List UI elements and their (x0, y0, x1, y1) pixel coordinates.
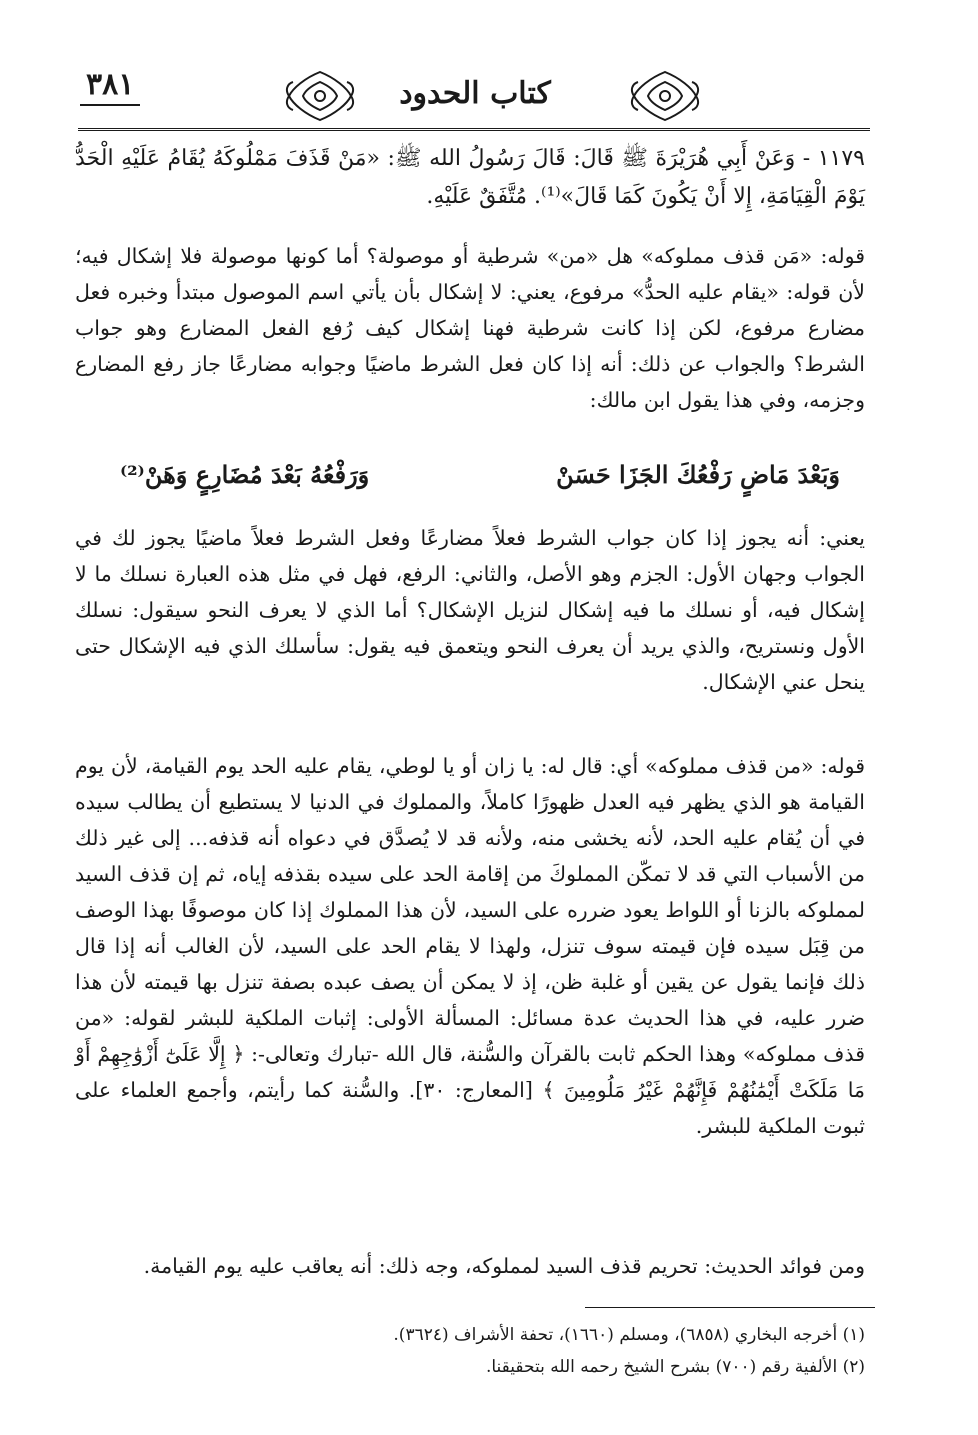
verse-second-hemistich: وَرَفْعُهُ بَعْدَ مُضَارِعٍ وَهَنْ⁽²⁾ (120, 460, 370, 489)
commentary-paragraph-4 (75, 1248, 865, 1284)
footnote-1: (١) أخرجه البخاري (٦٨٥٨)، ومسلم (١٦٦٠)، تحفة الأشراف (٣٦٢٤). (393, 1325, 865, 1345)
commentary-paragraph-2 (75, 520, 865, 700)
paragraph-text: قوله: «مَن قذف مملوكه» هل «من» شرطية أو موصولة؟ أما كونها موصولة فلا إشكال فيه؛ لأن قوله: «يقام عليه الحدُّ» مرفوع، يعني: لا إشكال بأن يأتي اسم الموصول مبتدأ وخبره فعل مضارع مرفوع، لكن إذا كانت شرطية فهنا إشكال كيف رُفع الفعل المضارع وهو جواب الشرط؟ والجواب عن ذلك: أنه إذا كان فعل الشرط ماضيًا وجوابه مضارعًا جاز رفع المضارع وجزمه، وفي هذا يقول ابن مالك: (75, 244, 865, 412)
hadith-text (75, 140, 865, 216)
poetry-verse (120, 460, 840, 502)
paragraph-text: يعني: أنه يجوز إذا كان جواب الشرط فعلاً مضارعًا وفعل الشرط فعلاً ماضيًا يجوز لك في الجواب وجهان الأول: الجزم وهو الأصل، والثاني: الرفع، فهل في مثل هذه العبارة نسلك ما لا إشكال فيه، أو نسلك ما فيه إشكال لنزيل الإشكال؟ أما الذي لا يعرف النحو سيقول: نسلك الأول ونستريح، والذي يريد أن يعرف النحو ويتعمق فيه يقول: سأسلك الذي فيه الإشكال حتى ينحل عني الإشكال. (75, 526, 865, 694)
footnotes (75, 1320, 865, 1384)
ornament-left-icon (285, 68, 355, 124)
paragraph-text: قوله: «من قذف مملوكه» أي: قال له: يا زان أو يا لوطي، يقام عليه الحد يوم القيامة، لأن يوم القيامة هو الذي يظهر فيه العدل ظهورًا كاملاً، والمملوك في الدنيا لا يستطيع أن يطالب سيده في أن يُقام عليه الحد، لأنه يخشى منه، ولأنه قد لا يُصدَّق في دعواه أنه قذفه... إلى غير ذلك من الأسباب التي قد لا تمكّن المملوكَ من إقامة الحد على سيده بقذفه إياه، ثم إن قذف السيد لمملوكه بالزنا أو اللواط يعود ضرره على السيد، لأن هذا المملوك إذا كان موصوفًا بهذا الوصف من قِبَل سيده فإن قيمته سوف تنزل، ولهذا لا يقام الحد على السيد، لأن الغالب أنه إذا قال ذلك فإنما يقول عن يقين أو غلبة ظن، إذ لا يمكن أن يصف عبده بصفة تنزل بها قيمته لأن هذا ضرر عليه، في هذا الحديث عدة مسائل: المسألة الأولى: إثبات الملكية للبشر لقوله: «من قذف مملوكه» وهذا الحكم ثابت بالقرآن والسُّنة، قال الله -تبارك وتعالى-: ﴿ إِلَّا عَلَىٰٓ أَزْوَٰجِهِمْ أَوْ مَا مَلَكَتْ أَيْمَٰنُهُمْ فَإِنَّهُمْ غَيْرُ مَلُومِينَ ﴾ [المعارج: ٣٠]. والسُّنة كما رأيتم، وأجمع العلماء على ثبوت الملكية للبشر. (75, 754, 866, 1138)
chapter-title: كتاب الحدود (399, 76, 551, 111)
commentary-paragraph-1 (75, 238, 865, 418)
verse-first-hemistich: وَبَعْدَ مَاضٍ رَفْعُكَ الجَزَا حَسَنْ (556, 460, 840, 489)
ornament-right-icon (630, 68, 700, 124)
footnote-separator (585, 1307, 875, 1308)
page-header (70, 62, 870, 132)
header-rule (78, 128, 870, 131)
hadith-paragraph: ١١٧٩ - وَعَنْ أَبِي هُرَيْرَةَ ﷺ قَالَ: قَالَ رَسُولُ الله ﷺ: «مَنْ قَذَفَ مَمْلُوكَهُ يُقَامُ عَلَيْهِ الْحَدُّ يَوْمَ الْقِيَامَةِ، إِلا أَنْ يَكُونَ كَمَا قَالَ»⁽¹⁾. مُتَّفَقٌ عَلَيْهِ. (75, 146, 865, 209)
commentary-paragraph-3 (75, 748, 865, 1144)
footnote-2: (٢) الألفية رقم (٧٠٠) بشرح الشيخ رحمه الله بتحقيقنا. (485, 1357, 865, 1377)
page-number: ٣٨١ (80, 68, 140, 106)
paragraph-text: ومن فوائد الحديث: تحريم قذف السيد لمملوكه، وجه ذلك: أنه يعاقب عليه يوم القيامة. (143, 1254, 865, 1278)
